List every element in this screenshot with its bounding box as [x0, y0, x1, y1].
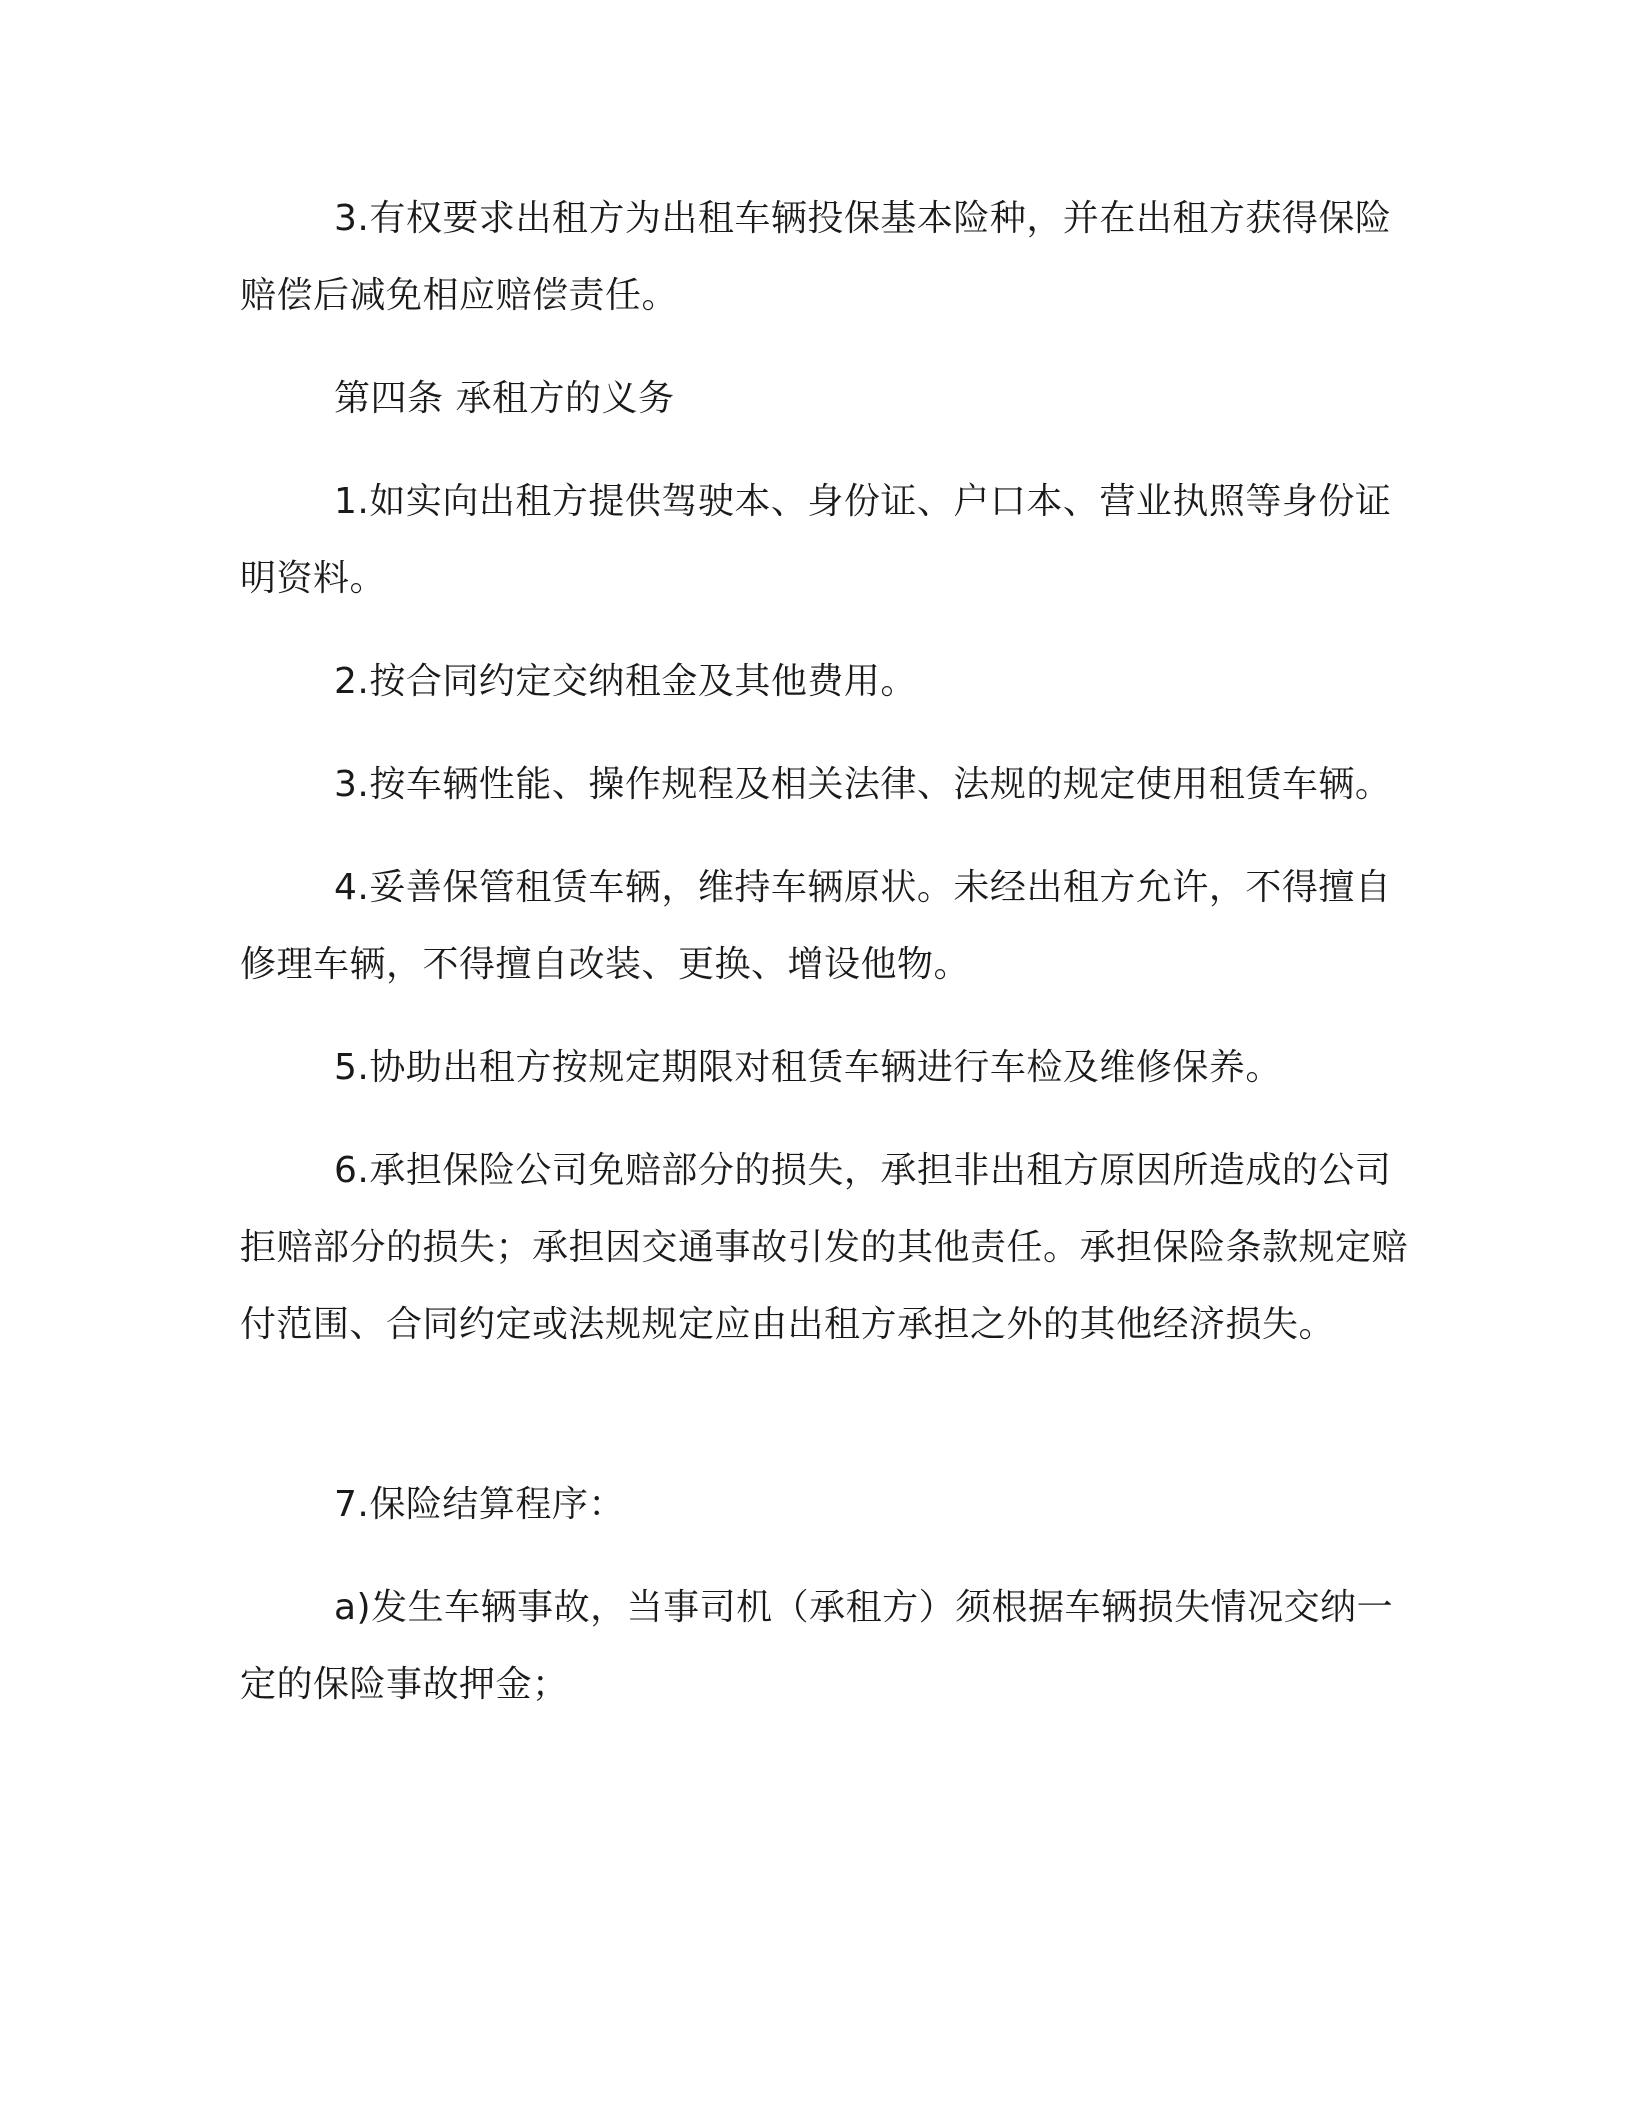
paragraph-obligation-1: 1.如实向出租方提供驾驶本、身份证、户口本、营业执照等身份证明资料。	[240, 481, 1392, 599]
paragraph-obligation-6: 6.承担保险公司免赔部分的损失，承担非出租方原因所造成的公司拒赔部分的损失；承担因交通事故引发的其他责任。承担保险条款规定赔付范围、合同约定或法规规定应由出租方承担之外的其他经济损失。	[240, 1150, 1409, 1345]
paragraph-obligation-4: 4.妥善保管租赁车辆，维持车辆原状。未经出租方允许，不得擅自修理车辆，不得擅自改装、更换、增设他物。	[240, 867, 1392, 985]
paragraph-obligation-3: 3.按车辆性能、操作规程及相关法律、法规的规定使用租赁车辆。	[334, 764, 1392, 805]
paragraph-obligation-7a: a)发生车辆事故，当事司机（承租方）须根据车辆损失情况交纳一定的保险事故押金；	[240, 1587, 1394, 1705]
section-heading-article-4: 第四条 承租方的义务	[334, 378, 675, 419]
paragraph-lessee-right-3: 3.有权要求出租方为出租车辆投保基本险种，并在出租方获得保险赔偿后减免相应赔偿责任。	[240, 198, 1392, 316]
paragraph-obligation-5: 5.协助出租方按规定期限对租赁车辆进行车检及维修保养。	[334, 1047, 1282, 1088]
paragraph-obligation-2: 2.按合同约定交纳租金及其他费用。	[334, 661, 917, 702]
paragraph-obligation-7: 7.保险结算程序：	[334, 1484, 625, 1525]
